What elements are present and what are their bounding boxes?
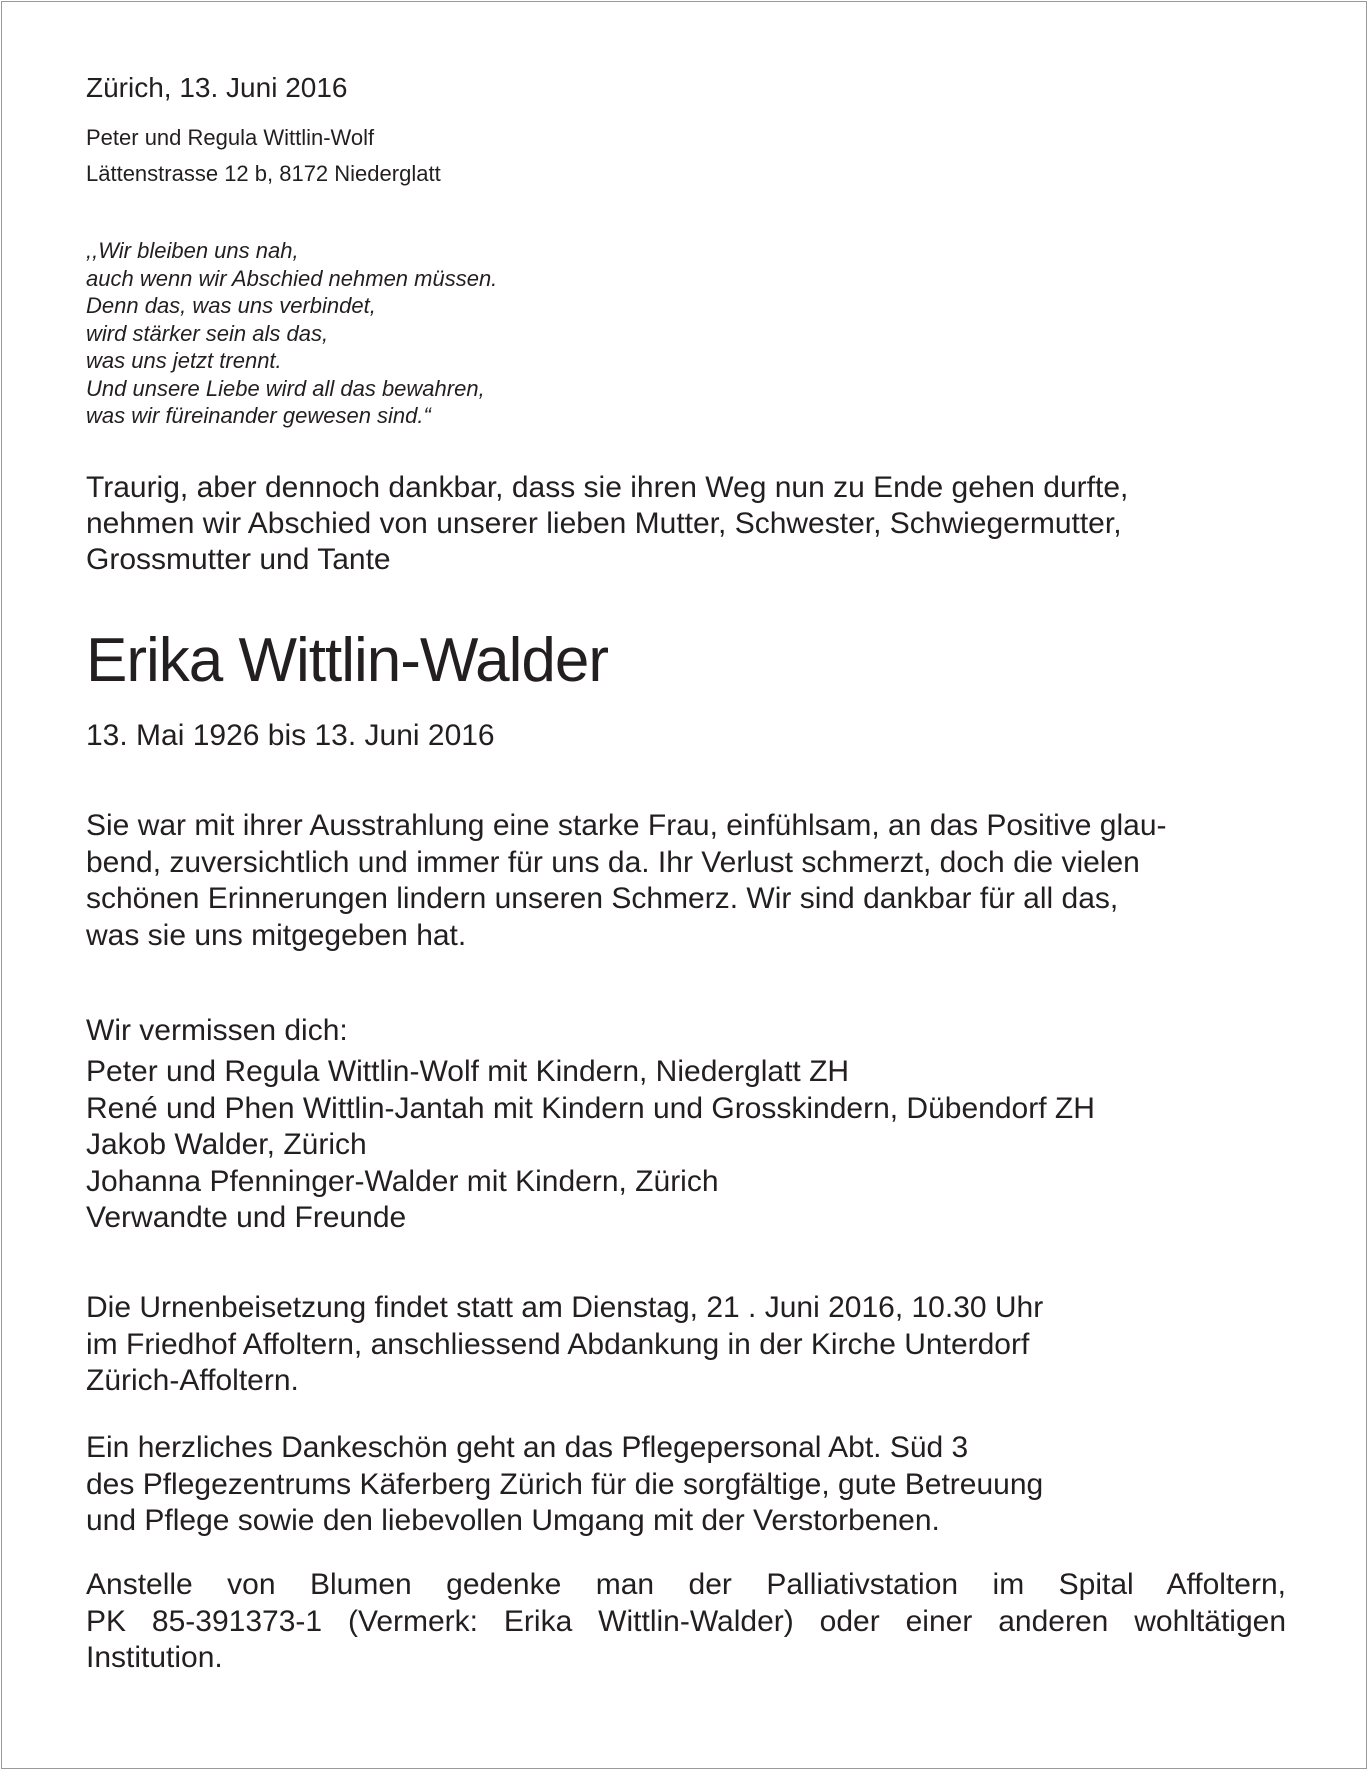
life-dates: 13. Mai 1926 bis 13. Juni 2016 [86, 719, 495, 752]
ceremony-line: im Friedhof Affoltern, anschliessend Abdankung in der Kirche Unterdorf [86, 1327, 1030, 1361]
mourner-entry: Peter und Regula Wittlin-Wolf mit Kindern, Niederglatt ZH [86, 1055, 850, 1088]
poem-line: Denn das, was uns verbindet, [86, 293, 376, 318]
ceremony-line: Die Urnenbeisetzung findet statt am Dienstag, 21 . Juni 2016, 10.30 Uhr [86, 1291, 1044, 1324]
donation-line: Anstelle von Blumen gedenke man der Palliativstation im Spital Affoltern, [86, 1568, 1286, 1601]
mourner-entry: Johanna Pfenninger-Walder mit Kindern, Zürich [86, 1164, 719, 1198]
deceased-name: Erika Wittlin-Walder [86, 626, 608, 695]
intro-line: nehmen wir Abschied von unserer lieben Mutter, Schwester, Schwiegermutter, [86, 507, 1122, 540]
tribute-line: bend, zuversichtlich und immer für uns da. Ihr Verlust schmerzt, doch die vielen [86, 845, 1140, 879]
tribute-paragraph [86, 808, 1167, 954]
poem-line: was uns jetzt trennt. [86, 348, 282, 373]
poem-line: Und unsere Liebe wird all das bewahren, [86, 375, 485, 401]
tribute-line: schönen Erinnerungen lindern unseren Schmerz. Wir sind dankbar für all das, [86, 882, 1119, 915]
intro-paragraph [86, 470, 1128, 578]
mourners-heading: Wir vermissen dich: [86, 1014, 348, 1047]
sender-street: Lättenstrasse 12 b, 8172 Niederglatt [86, 161, 441, 186]
poem-line: auch wenn wir Abschied nehmen müssen. [86, 265, 498, 291]
thanks-line: des Pflegezentrums Käferberg Zürich für die sorgfältige, gute Betreuung [86, 1467, 1044, 1501]
sender-name: Peter und Regula Wittlin-Wolf [86, 125, 375, 150]
intro-line: Grossmutter und Tante [86, 543, 391, 576]
poem-line: wird stärker sein als das, [86, 320, 329, 346]
mourner-entry: Jakob Walder, Zürich [86, 1128, 367, 1161]
poem-line: ,,Wir bleiben uns nah, [86, 238, 299, 263]
mourners-list [86, 1054, 1095, 1237]
thanks-line: Ein herzliches Dankeschön geht an das Pflegepersonal Abt. Süd 3 [86, 1431, 969, 1464]
thanks-paragraph [86, 1430, 1043, 1540]
tribute-line: Sie war mit ihrer Ausstrahlung eine starke Frau, einfühlsam, an das Positive glau- [86, 809, 1167, 842]
place-date-text: Zürich, 13. Juni 2016 [86, 72, 348, 103]
donation-line: Institution. [86, 1641, 223, 1674]
ceremony-line: Zürich-Affoltern. [86, 1364, 299, 1397]
mourner-entry: Verwandte und Freunde [86, 1201, 407, 1234]
donation-line: PK 85-391373-1 (Vermerk: Erika Wittlin-Walder) oder einer anderen wohltätigen [86, 1604, 1286, 1638]
intro-line: Traurig, aber dennoch dankbar, dass sie ihren Weg nun zu Ende gehen durfte, [86, 471, 1129, 504]
poem-line: was wir füreinander gewesen sind.“ [86, 403, 431, 428]
thanks-line: und Pflege sowie den liebevollen Umgang mit der Verstorbenen. [86, 1504, 940, 1537]
place-date [86, 70, 348, 106]
sender-address [86, 120, 441, 192]
ceremony-paragraph [86, 1290, 1043, 1400]
mourner-entry: René und Phen Wittlin-Jantah mit Kindern und Grosskindern, Dübendorf ZH [86, 1091, 1095, 1125]
poem-quote [86, 237, 497, 430]
tribute-line: was sie uns mitgegeben hat. [86, 918, 467, 952]
donation-paragraph [86, 1567, 1286, 1677]
